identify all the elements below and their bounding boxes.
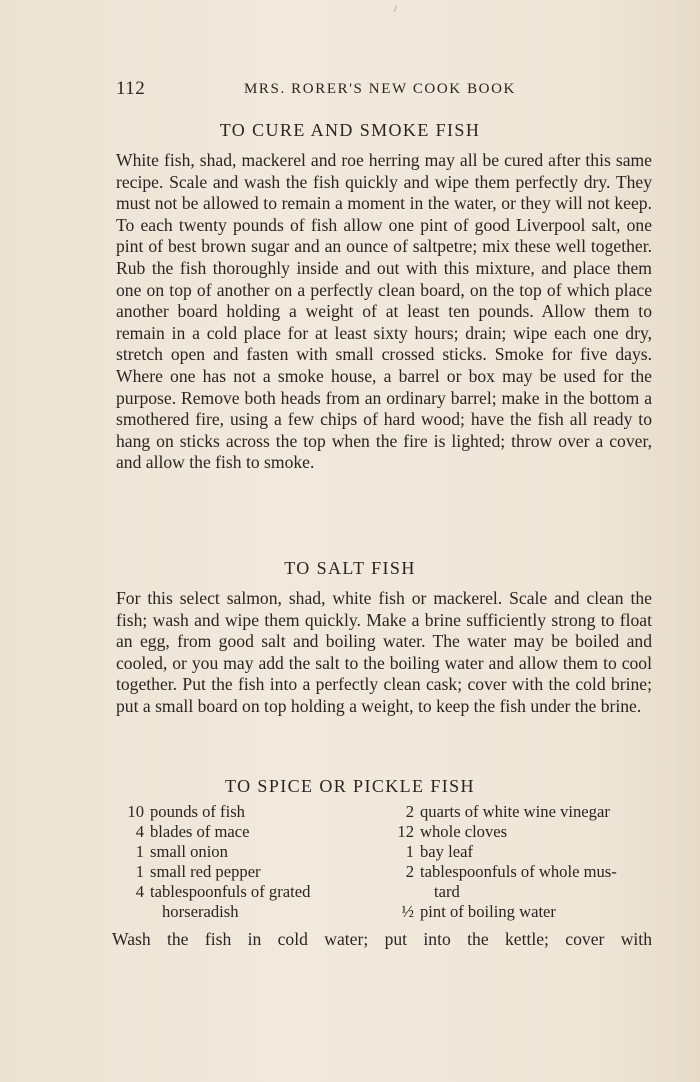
page-number: 112 [116, 78, 146, 99]
ingredient-item: 10 pounds of fish [127, 802, 245, 821]
ingredient-column-right [386, 802, 656, 923]
ingredient-item: 2 quarts of white wine vinegar [405, 802, 610, 821]
paragraph-pickle-start: Wash the fish in cold water; put into the kettle; cover with [112, 929, 652, 949]
ingredient-item: 2 tablespoonfuls of whole mus- [405, 862, 617, 882]
ingredient-item-continued: horseradish [162, 902, 239, 922]
section-title-pickle: TO SPICE OR PICKLE FISH [225, 776, 475, 796]
section-title-cure: TO CURE AND SMOKE FISH [219, 120, 481, 140]
paragraph-cure: White fish, shad, mackerel and roe herring may all be cured after this same recipe. Scale and wash the fish quickly and wipe them perfectly dry. They must not be allowed to remain a moment in the water, or they will not keep. To each twenty pounds of fish allow one pint of good Liverpool salt, one pint of best brown sugar and an ounce of saltpetre; mix these well together. Rub the fish thoroughly inside and out with this mixture, and place them one on top of another on a perfectly clean board, on the top of which place another board holding a weight of at least ten pounds. Allow them to remain in a cold place for at least sixty hours; drain; wipe each one dry, stretch open and fasten with small crossed sticks. Smoke for five days. Where one has not a smoke house, a barrel or box may be used for the purpose. Remove both heads from an ordinary barrel; make in the bottom a smothered fire, using a few chips of hard wood; have the fish all ready to hang on sticks across the top when the fire is lighted; throw over a cover, and allow the fish to smoke. [116, 150, 652, 473]
print-speck: / [394, 4, 397, 15]
ingredient-item: ½ pint of boiling water [401, 902, 556, 922]
ingredient-item: 4 tablespoonfuls of grated [135, 882, 311, 902]
ingredient-item-continued: tard [434, 882, 460, 902]
ingredient-column-left [116, 802, 376, 923]
ingredient-item: 1 small red pepper [135, 862, 261, 882]
section-title-salt: TO SALT FISH [284, 558, 416, 578]
ingredient-item: 1 bay leaf [405, 842, 473, 862]
ingredient-item: 4 blades of mace [135, 822, 250, 842]
page-header [116, 78, 656, 106]
ingredient-item: 12 whole cloves [397, 822, 508, 842]
running-head: MRS. RORER'S NEW COOK BOOK [244, 81, 516, 97]
ingredient-item: 1 small onion [135, 842, 228, 862]
paragraph-salt: For this select salmon, shad, white fish or mackerel. Scale and clean the fish; wash and wipe them quickly. Make a brine sufficiently strong to float an egg, from good salt and boiling water. The water may be boiled and cooled, or you may add the salt to the boiling water and allow them to cool together. Put the fish into a perfectly clean cask; cover with the cold brine; put a small board on top holding a weight, to keep the fish under the brine. [116, 588, 652, 716]
